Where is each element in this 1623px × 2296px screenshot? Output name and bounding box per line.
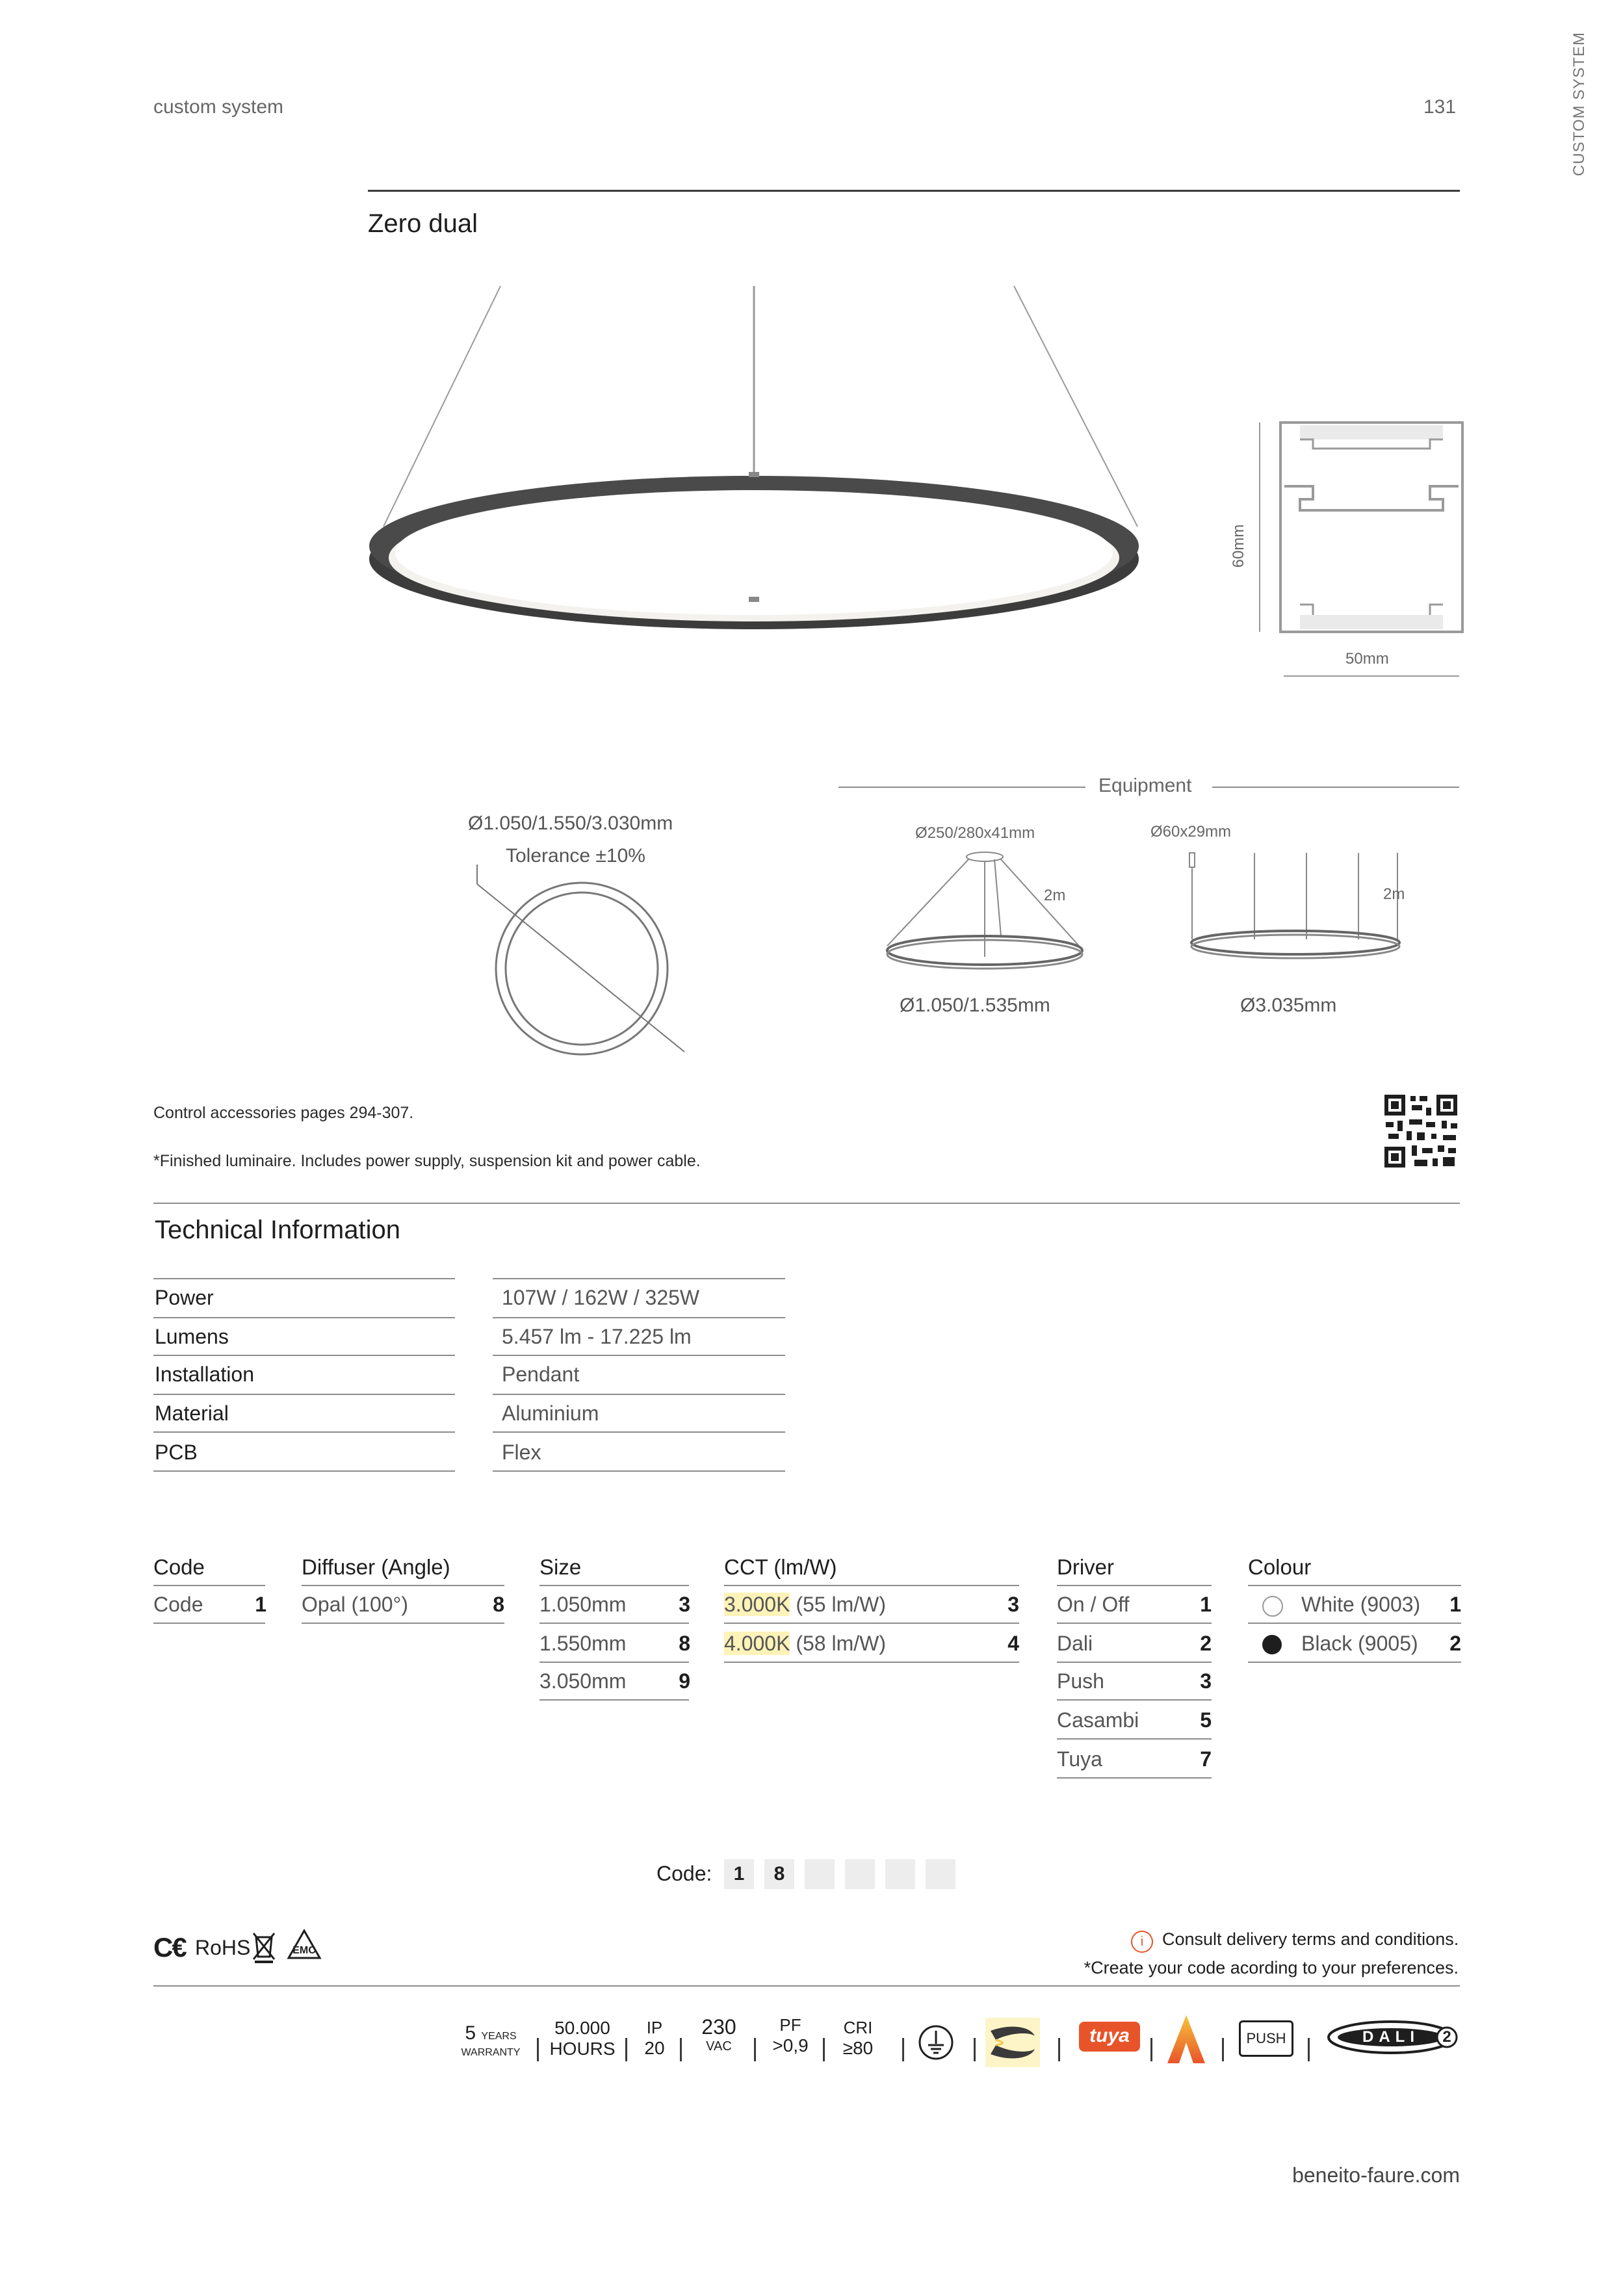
code-digit-6[interactable] <box>926 1859 955 1889</box>
diffuser-option[interactable]: Opal (100°) <box>302 1593 408 1616</box>
tech-rule-l2 <box>153 1355 455 1356</box>
equip-right-diameter: Ø3.035mm <box>1240 995 1337 1016</box>
driver-option-num: 1 <box>1200 1593 1212 1616</box>
equip-left-diameter: Ø1.050/1.535mm <box>900 995 1050 1016</box>
ring-clip-top <box>749 472 759 477</box>
code-rule-1 <box>153 1623 265 1624</box>
consult-terms: Consult delivery terms and conditions. <box>1162 1929 1459 1949</box>
warranty-label: WARRANTY <box>461 2047 521 2058</box>
driver-rule-2 <box>1057 1662 1212 1663</box>
driver-option[interactable]: Dali <box>1057 1632 1093 1655</box>
driver-rule-4 <box>1057 1738 1212 1740</box>
size-rule-1 <box>539 1623 689 1624</box>
driver-rule-0 <box>1057 1585 1212 1586</box>
tech-title: Technical Information <box>155 1216 400 1244</box>
dali-version: 2 <box>1442 2028 1451 2046</box>
code-builder-label: Code: <box>656 1862 712 1885</box>
cct-rule-1 <box>724 1623 1019 1624</box>
code-digit-4[interactable] <box>845 1859 875 1889</box>
push-icon: PUSH <box>1239 2020 1293 2057</box>
finished-note: *Finished luminaire. Includes power supply, suspension kit and power cable. <box>153 1152 701 1170</box>
feature-sep <box>537 2038 539 2061</box>
flex-led-icon <box>985 2018 1040 2067</box>
canopy-right <box>1189 853 1195 867</box>
colour-rule-1 <box>1248 1623 1461 1624</box>
cable-left-b <box>1001 859 1079 946</box>
width-dim-label: 50mm <box>1345 650 1389 668</box>
driver-option[interactable]: Casambi <box>1057 1708 1139 1732</box>
diffuser-rule-0 <box>302 1585 504 1586</box>
feature-pf <box>764 2015 816 2056</box>
driver-option-num: 5 <box>1200 1708 1212 1732</box>
code-digit-5[interactable] <box>885 1859 915 1889</box>
height-dim <box>1222 520 1261 572</box>
footer-rule <box>153 1985 1460 1987</box>
tech-rule-l3 <box>153 1394 455 1395</box>
feature-sep <box>1058 2038 1060 2061</box>
size-rule-0 <box>539 1585 689 1586</box>
dali-2-logo <box>1326 2019 1460 2055</box>
code-option-num: 1 <box>255 1593 266 1616</box>
class-1-earth-icon <box>918 2024 954 2061</box>
ring-diameter-label: Ø1.050/1.550/3.030mm <box>468 813 673 834</box>
profile-diffuser-bottom <box>1300 615 1443 629</box>
title-rule <box>368 190 1460 192</box>
feature-sep <box>754 2038 756 2061</box>
ring-inner <box>395 490 1113 615</box>
side-tab-text: CUSTOM SYSTEM <box>1570 32 1588 176</box>
qr-code[interactable] <box>1383 1093 1459 1169</box>
code-rule-0 <box>153 1585 265 1586</box>
driver-rule-5 <box>1057 1777 1212 1779</box>
create-code-note: *Create your code acording to your preferences. <box>1084 1958 1459 1977</box>
driver-option-num: 3 <box>1200 1669 1212 1693</box>
tech-label: Material <box>155 1402 229 1425</box>
ip-value: 20 <box>644 2038 665 2058</box>
equipment-diagram <box>877 845 1449 975</box>
tech-label: Installation <box>155 1363 254 1386</box>
vac-number: 230 <box>701 2015 736 2039</box>
tech-value: 107W / 162W / 325W <box>502 1286 700 1309</box>
diagram-diameter-line <box>477 884 684 1052</box>
side-tab <box>1566 26 1592 182</box>
casambi-logo-icon <box>1163 2013 1209 2066</box>
feature-cri <box>833 2018 883 2059</box>
colour-option-num: 2 <box>1449 1632 1461 1655</box>
feature-sep <box>823 2038 825 2061</box>
cct-rule-2 <box>724 1662 1019 1663</box>
product-title: Zero dual <box>368 209 478 238</box>
code-digit-3[interactable] <box>805 1859 835 1889</box>
tech-rule-r5 <box>493 1470 785 1472</box>
emc-mark <box>286 1928 322 1962</box>
tech-value: Aluminium <box>502 1402 599 1425</box>
equip-left-canopy: Ø250/280x41mm <box>915 824 1035 842</box>
driver-option-num: 2 <box>1200 1632 1212 1655</box>
equipment-rule-left <box>838 787 1085 788</box>
tuya-logo: tuya <box>1079 2022 1140 2052</box>
feature-sep <box>1150 2038 1152 2061</box>
col-head-cct: CCT (lm/W) <box>724 1555 837 1579</box>
info-icon: i <box>1131 1931 1153 1953</box>
equip-right-cable: 2m <box>1383 885 1405 903</box>
driver-option[interactable]: Tuya <box>1057 1747 1102 1771</box>
weee-bin-icon <box>250 1929 278 1963</box>
tech-rule-r3 <box>493 1394 785 1395</box>
driver-option[interactable]: Push <box>1057 1669 1104 1693</box>
feature-hours <box>549 2018 616 2059</box>
profile-diffuser-top <box>1300 425 1443 439</box>
tech-label: Lumens <box>155 1325 229 1348</box>
cct-option-num: 4 <box>1007 1632 1019 1655</box>
code-option[interactable]: Code <box>153 1593 203 1616</box>
section-label: custom system <box>153 96 284 118</box>
profile-body <box>1280 423 1462 632</box>
size-rule-3 <box>539 1699 689 1701</box>
colour-rule-2 <box>1248 1662 1461 1663</box>
equip-right-canopy: Ø60x29mm <box>1150 823 1232 841</box>
tech-value: Flex <box>502 1441 541 1464</box>
page-number: 131 <box>1423 96 1457 118</box>
col-head-driver: Driver <box>1057 1555 1114 1579</box>
colour-option[interactable]: White (9003) <box>1301 1593 1421 1616</box>
feature-warranty <box>455 2023 526 2059</box>
driver-option-num: 7 <box>1200 1747 1212 1771</box>
tech-rule-l4 <box>153 1431 455 1433</box>
feature-sep <box>625 2038 627 2061</box>
driver-rule-1 <box>1057 1623 1212 1624</box>
feature-sep <box>1222 2038 1224 2061</box>
code-digit-1[interactable]: 1 <box>724 1859 754 1889</box>
size-option-num: 9 <box>679 1669 690 1693</box>
col-head-size: Size <box>539 1555 582 1579</box>
cable-left-a <box>887 859 968 946</box>
size-option[interactable]: 3.050mm <box>539 1669 627 1693</box>
col-head-code: Code <box>153 1555 205 1579</box>
ring-clip-bottom <box>749 597 759 602</box>
feature-ip <box>637 2018 672 2059</box>
ring-diagram <box>468 865 702 1060</box>
size-option[interactable]: 1.550mm <box>539 1632 627 1655</box>
warranty-number: 5 <box>465 2022 476 2044</box>
size-option[interactable]: 1.050mm <box>539 1593 627 1616</box>
tech-rule-l0 <box>153 1278 455 1279</box>
warranty-unit: YEARS <box>481 2031 517 2042</box>
size-option-num: 3 <box>679 1593 690 1616</box>
cct-efficacy: (55 lm/W) <box>796 1593 886 1616</box>
equipment-rule-right <box>1212 787 1459 788</box>
website-link[interactable]: beneito-faure.com <box>1292 2163 1460 2187</box>
control-note: Control accessories pages 294-307. <box>153 1104 414 1122</box>
tech-value: Pendant <box>502 1363 580 1386</box>
cct-option-num: 3 <box>1007 1593 1019 1616</box>
cri-label: CRI <box>843 2018 873 2037</box>
cri-value: ≥80 <box>842 2038 874 2058</box>
driver-rule-3 <box>1057 1699 1212 1701</box>
tech-rule <box>153 1203 1460 1204</box>
colour-option[interactable]: Black (9005) <box>1301 1632 1418 1655</box>
emc-label: EMC <box>292 1945 316 1956</box>
colour-swatch-white[interactable] <box>1262 1596 1283 1617</box>
equipment-title: Equipment <box>1098 775 1192 796</box>
cct-efficacy: (58 lm/W) <box>796 1632 886 1655</box>
feature-sep <box>974 2038 976 2061</box>
tech-rule-l1 <box>153 1317 455 1318</box>
diffuser-option-num: 8 <box>493 1593 504 1616</box>
pf-value: >0,9 <box>772 2035 809 2055</box>
size-option-num: 8 <box>679 1632 690 1655</box>
dali-label: DALI <box>1362 2028 1420 2046</box>
code-digit-2[interactable]: 8 <box>764 1859 794 1889</box>
feature-sep <box>680 2038 682 2061</box>
suspension-cable-left <box>383 286 500 527</box>
feature-sep <box>1308 2038 1310 2061</box>
colour-rule-0 <box>1248 1585 1461 1586</box>
colour-swatch-black[interactable] <box>1262 1635 1282 1654</box>
cct-temp: 4.000K <box>724 1632 790 1655</box>
feature-voltage <box>692 2015 746 2054</box>
tech-value: 5.457 lm - 17.225 lm <box>502 1325 692 1348</box>
equip-left-cable: 2m <box>1044 887 1066 904</box>
cct-option[interactable] <box>724 1593 886 1617</box>
ip-label: IP <box>646 2018 663 2037</box>
ring-tolerance-label: Tolerance ±10% <box>506 845 645 867</box>
size-rule-2 <box>539 1662 689 1663</box>
diffuser-rule-1 <box>302 1623 504 1624</box>
height-dim-label: 60mm <box>1230 524 1247 568</box>
hours-label: HOURS <box>549 2039 616 2059</box>
suspension-cable-right <box>1014 286 1137 527</box>
cct-rule-0 <box>724 1585 1019 1586</box>
tech-rule-r0 <box>493 1278 785 1279</box>
cct-option[interactable] <box>724 1632 886 1656</box>
tech-label: Power <box>155 1286 214 1309</box>
tech-rule-l5 <box>153 1470 455 1472</box>
pf-label: PF <box>779 2015 801 2035</box>
tech-label: PCB <box>155 1441 198 1464</box>
col-head-diffuser: Diffuser (Angle) <box>302 1555 450 1579</box>
driver-option[interactable]: On / Off <box>1057 1593 1130 1616</box>
canopy-left <box>967 852 1003 861</box>
product-image <box>364 280 1163 644</box>
tech-rule-r4 <box>493 1431 785 1433</box>
cable-left-d <box>994 859 1001 936</box>
hours-number: 50.000 <box>554 2018 610 2038</box>
vac-label: VAC <box>706 2039 732 2054</box>
tech-rule-r1 <box>493 1317 785 1318</box>
tech-rule-r2 <box>493 1355 785 1356</box>
rohs-label: RoHS <box>195 1936 251 1959</box>
col-head-colour: Colour <box>1248 1555 1312 1579</box>
cct-temp: 3.000K <box>724 1593 790 1616</box>
ce-mark-icon: C€ <box>153 1932 186 1963</box>
feature-sep <box>902 2038 904 2061</box>
colour-option-num: 1 <box>1449 1593 1461 1616</box>
